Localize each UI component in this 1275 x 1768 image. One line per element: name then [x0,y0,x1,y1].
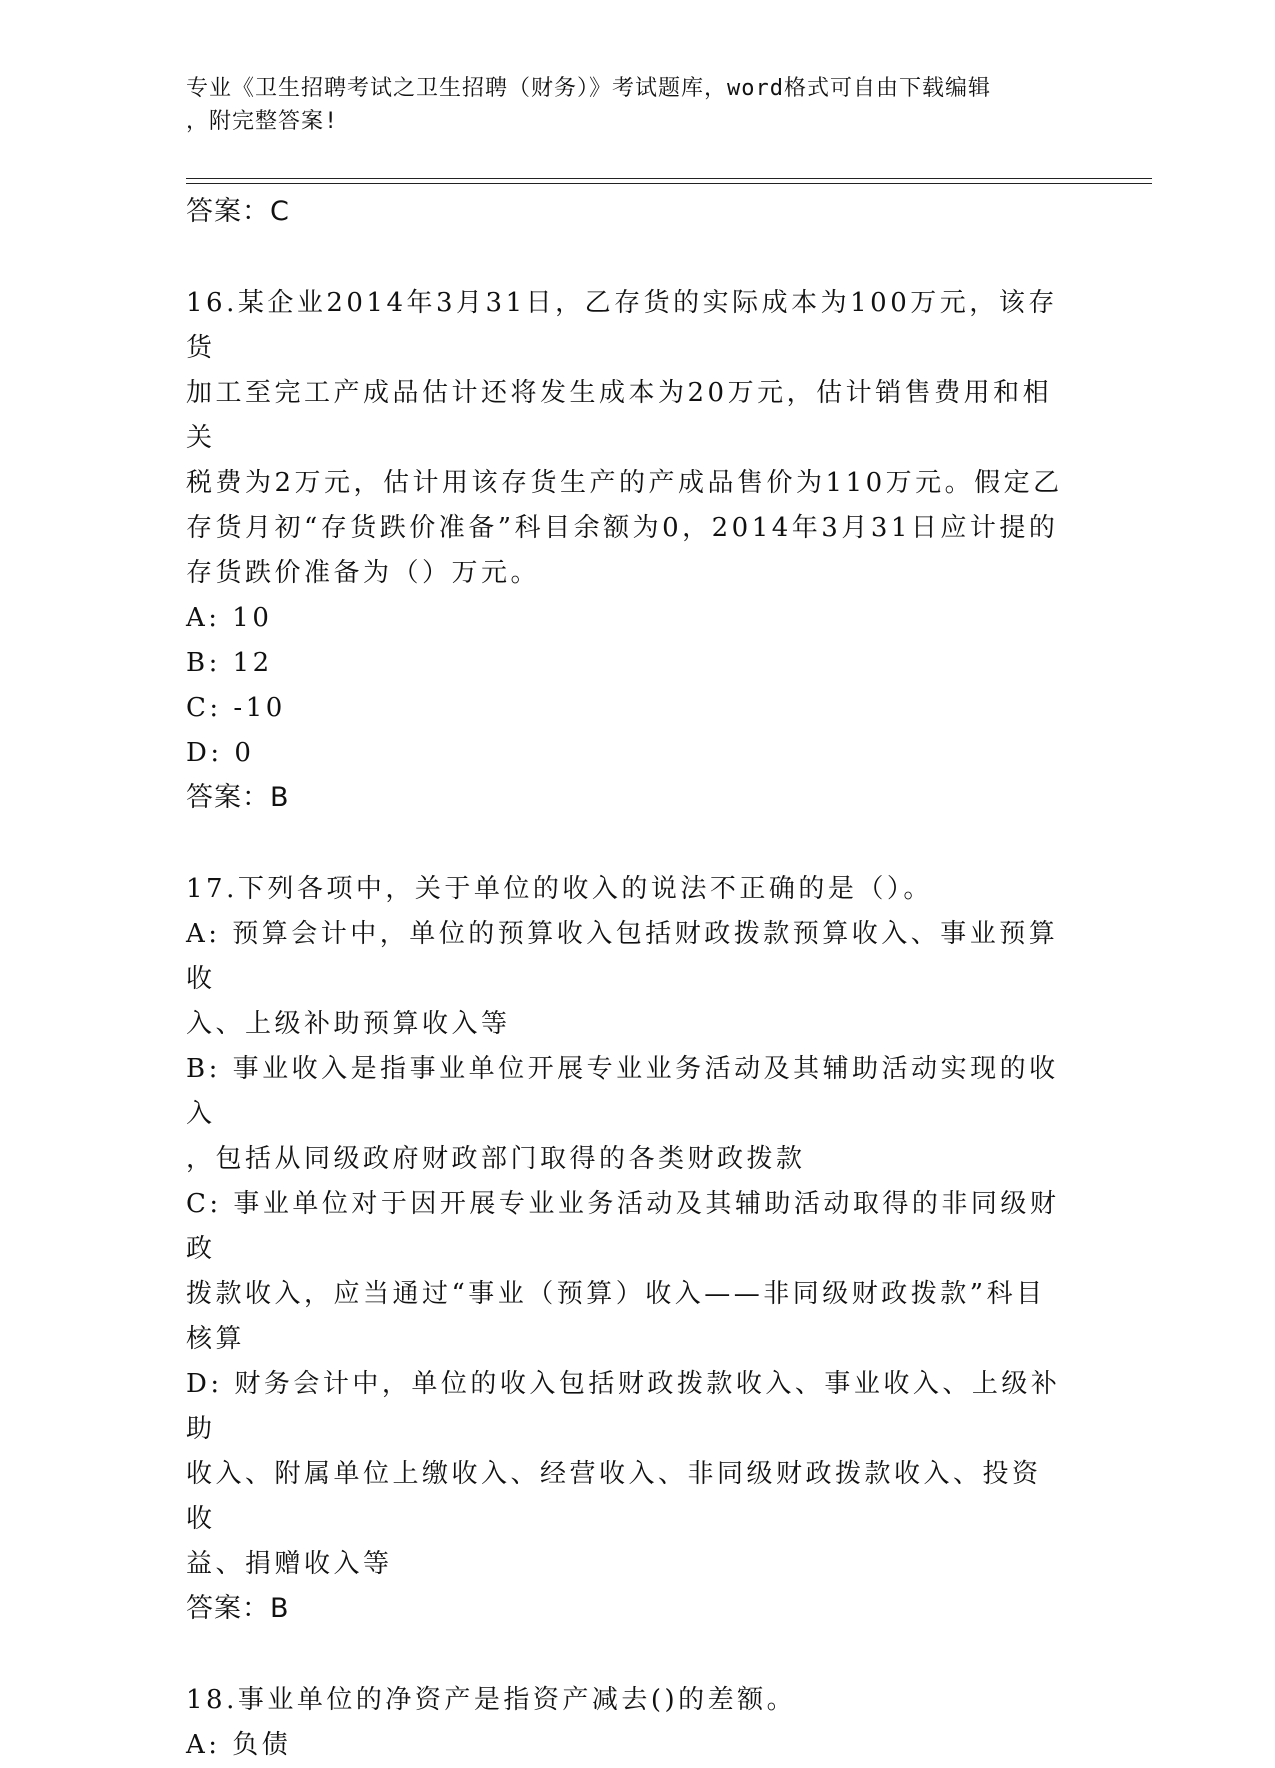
option-c: C: -10 [186,693,286,723]
option-b-cont: ，包括从同级政府财政部门取得的各类财政拨款 [186,1144,806,1174]
question-text-line: 存货月初“存货跌价准备”科目余额为0，2014年3月31日应计提的 [186,513,1059,543]
question-text-line: 加工至完工产成品估计还将发生成本为20万元，估计销售费用和相关 [186,378,1053,453]
question-16 [186,281,1066,820]
header-line-1: 专业《卫生招聘考试之卫生招聘（财务）》考试题库，word格式可自由下载编辑 [186,76,991,101]
option-c-cont: 核算 [186,1324,246,1354]
header-line-2: ，附完整答案! [186,109,339,134]
header-divider [186,178,1152,184]
option-d-cont: 益、捐赠收入等 [186,1549,393,1579]
question-text-line: 存货跌价准备为（）万元。 [186,558,541,588]
answer: 答案：B [186,1593,290,1624]
option-b: B: 12 [186,648,273,678]
question-text-line: 17.下列各项中，关于单位的收入的说法不正确的是（）。 [186,874,933,904]
previous-answer: 答案：C [186,196,290,227]
option-d: D: 财务会计中，单位的收入包括财政拨款收入、事业收入、上级补助 [186,1369,1061,1444]
question-18 [186,1678,1066,1768]
option-a-cont: 入、上级补助预算收入等 [186,1009,511,1039]
option-a: A: 预算会计中，单位的预算收入包括财政拨款预算收入、事业预算收 [186,919,1059,994]
question-text-line: 税费为2万元，估计用该存货生产的产成品售价为110万元。假定乙 [186,468,1063,498]
question-text-line: 16.某企业2014年3月31日，乙存货的实际成本为100万元，该存货 [186,288,1058,363]
option-c: C: 事业单位对于因开展专业业务活动及其辅助活动取得的非同级财政 [186,1189,1060,1264]
answer: 答案：B [186,782,290,813]
document-header [186,72,1066,138]
option-a: A: 负债 [186,1730,292,1760]
spacer [186,820,1066,867]
question-list [186,190,1066,1768]
option-d: D: 0 [186,738,255,768]
question-17 [186,867,1066,1631]
question-text-line: 18.事业单位的净资产是指资产减去()的差额。 [186,1685,797,1715]
option-d-cont: 收入、附属单位上缴收入、经营收入、非同级财政拨款收入、投资收 [186,1459,1042,1534]
option-a: A: 10 [186,603,273,633]
spacer [186,1631,1066,1678]
spacer [186,234,1066,281]
option-c-cont: 拨款收入，应当通过“事业（预算）收入——非同级财政拨款”科目 [186,1279,1046,1309]
option-b: B: 事业收入是指事业单位开展专业业务活动及其辅助活动实现的收入 [186,1054,1059,1129]
